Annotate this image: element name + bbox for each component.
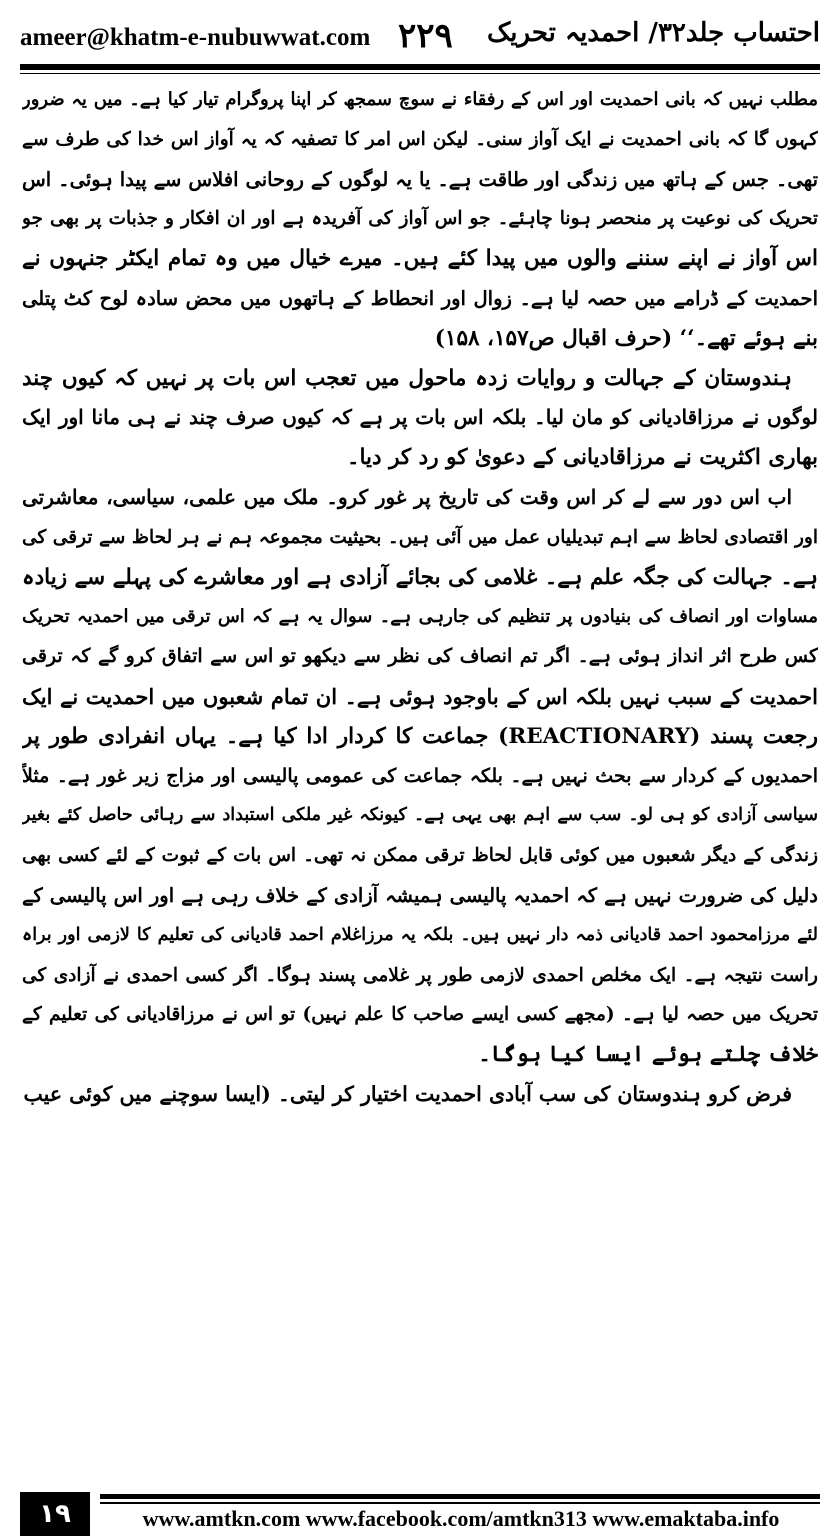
text-line: راست نتیجہ ہے۔ ایک مخلص احمدی لازمی طور پر غلامی پسند ہوگا۔ اگر کسی احمدی نے آزادی کی <box>22 964 818 986</box>
text-line: اب اس دور سے لے کر اس وقت کی تاریخ پر غور کرو۔ ملک میں علمی، سیاسی، معاشرتی <box>22 484 792 509</box>
page-footer <box>20 1492 820 1536</box>
footer-urls[interactable]: www.amtkn.com www.facebook.com/amtkn313 www.emaktaba.info <box>142 1506 780 1531</box>
text-line: کہوں گا کہ بانی احمدیت نے ایک آواز سنی۔ لیکن اس امر کا تصفیہ کہ یہ آواز اس خدا کی طرف سے <box>22 128 818 150</box>
text-line: دلیل کی ضرورت نہیں ہے کہ احمدیہ پالیسی ہمیشہ آزادی کے خلاف رہی ہے اور اس پالیسی کے <box>22 883 818 907</box>
text-line: تحریک میں حصہ لیا ہے۔ (مجھے کسی ایسے صاحب کا علم نہیں) تو اس نے مرزاقادیانی کی تعلیم کے <box>22 1004 818 1026</box>
book-title: احتساب جلد۳۲/ احمدیہ تحریک <box>487 18 820 48</box>
text-line: تھی۔ جس کے ہاتھ میں زندگی اور طاقت ہے۔ یا یہ لوگوں کے روحانی افلاس سے پیدا ہوئی۔ اس <box>22 167 818 191</box>
header-rule <box>20 64 820 70</box>
text-line: خلاف چلتے ہوئے ایسا کیا ہوگا۔ <box>478 1042 818 1068</box>
text-line: فرض کرو ہندوستان کی سب آبادی احمدیت اختیار کر لیتی۔ (ایسا سوچنے میں کوئی عیب <box>23 1081 792 1106</box>
text-line: مساوات اور انصاف کی بنیادوں پر تنظیم کی جارہی ہے۔ سوال یہ ہے کہ اس ترقی میں احمدیہ تحریک <box>22 606 818 628</box>
footer-rule-thin <box>100 1502 820 1504</box>
text-line: ہے۔ جہالت کی جگہ علم ہے۔ غلامی کی بجائے آزادی ہے اور معاشرے کی پہلے سے زیادہ <box>22 564 818 590</box>
page-header <box>20 14 820 62</box>
text-line: احمدیوں کے کردار سے بحث نہیں ہے۔ بلکہ جماعت کی عمومی پالیسی اور مزاج زیر غور ہے۔ مثلاً <box>22 764 818 787</box>
text-line: سیاسی آزادی کو ہی لو۔ سب سے اہم بھی یہی ہے۔ کیونکہ غیر ملکی استبداد سے رہائی حاصل کئے بغیر <box>22 805 818 826</box>
header-email[interactable]: ameer@khatm-e-nubuwwat.com <box>20 24 371 51</box>
text-line: اس آواز نے اپنے سننے والوں میں پیدا کئے ہیں۔ میرے خیال میں وہ تمام ایکٹر جنہوں نے <box>22 246 818 272</box>
page-number: ۲۲۹ <box>398 16 453 56</box>
text-line: رجعت پسند (REACTIONARY) جماعت کا کردار ادا کیا ہے۔ یہاں انفرادی طور پر <box>22 723 818 749</box>
text-line: مطلب نہیں کہ بانی احمدیت اور اس کے رفقاء نے سوچ سمجھ کر اپنا پروگرام تیار کیا ہے۔ میں یہ ضرور <box>22 89 818 110</box>
body-text <box>22 80 818 1115</box>
text-line: اور اقتصادی لحاظ سے اہم تبدیلیاں عمل میں آئی ہیں۔ بحیثیت مجموعہ ہم نے ہر لحاظ سے ترقی کی <box>22 526 818 548</box>
text-line: تحریک کی نوعیت پر منحصر ہونا چاہئے۔ جو اس آواز کی آفریدہ ہے اور ان افکار و جذبات پر بھی جو <box>22 208 818 230</box>
folio-number: ۱۹ <box>20 1492 90 1536</box>
text-line: بنے ہوئے تھے۔‘‘ (حرف اقبال ص۱۵۷، ۱۵۸) <box>434 325 818 351</box>
text-line: احمدیت کے ڈرامے میں حصہ لیا ہے۔ زوال اور انحطاط کے ہاتھوں میں محض سادہ لوح کٹ پتلی <box>22 286 818 310</box>
footer-rule <box>100 1494 820 1499</box>
text-line: کس طرح اثر انداز ہوئی ہے۔ اگر تم انصاف کی نظر سے دیکھو تو اس سے اتفاق کرو گے کہ ترقی <box>22 645 818 668</box>
text-line: احمدیت کے سبب نہیں بلکہ اس کے باوجود ہوئی ہے۔ ان تمام شعبوں میں احمدیت نے ایک <box>22 683 818 709</box>
text-line: لوگوں نے مرزاقادیانی کو مان لیا۔ بلکہ اس بات پر ہے کہ کیوں صرف چند نے ہی مانا اور ایک <box>22 405 818 430</box>
header-rule-thin <box>20 73 820 74</box>
text-line: بھاری اکثریت نے مرزاقادیانی کے دعویٰ کو رد کر دیا۔ <box>346 445 818 471</box>
text-line: لئے مرزامحمود احمد قادیانی ذمہ دار نہیں ہیں۔ بلکہ یہ مرزاغلام احمد قادیانی کی تعلیم کا لازمی اور براہ <box>22 924 818 945</box>
text-line: زندگی کے دیگر شعبوں میں کوئی قابل لحاظ ترقی ممکن نہ تھی۔ اس بات کے ثبوت کے لئے کسی بھی <box>22 845 818 867</box>
text-line: ہندوستان کے جہالت و روایات زدہ ماحول میں تعجب اس بات پر نہیں کہ کیوں چند <box>22 365 792 391</box>
